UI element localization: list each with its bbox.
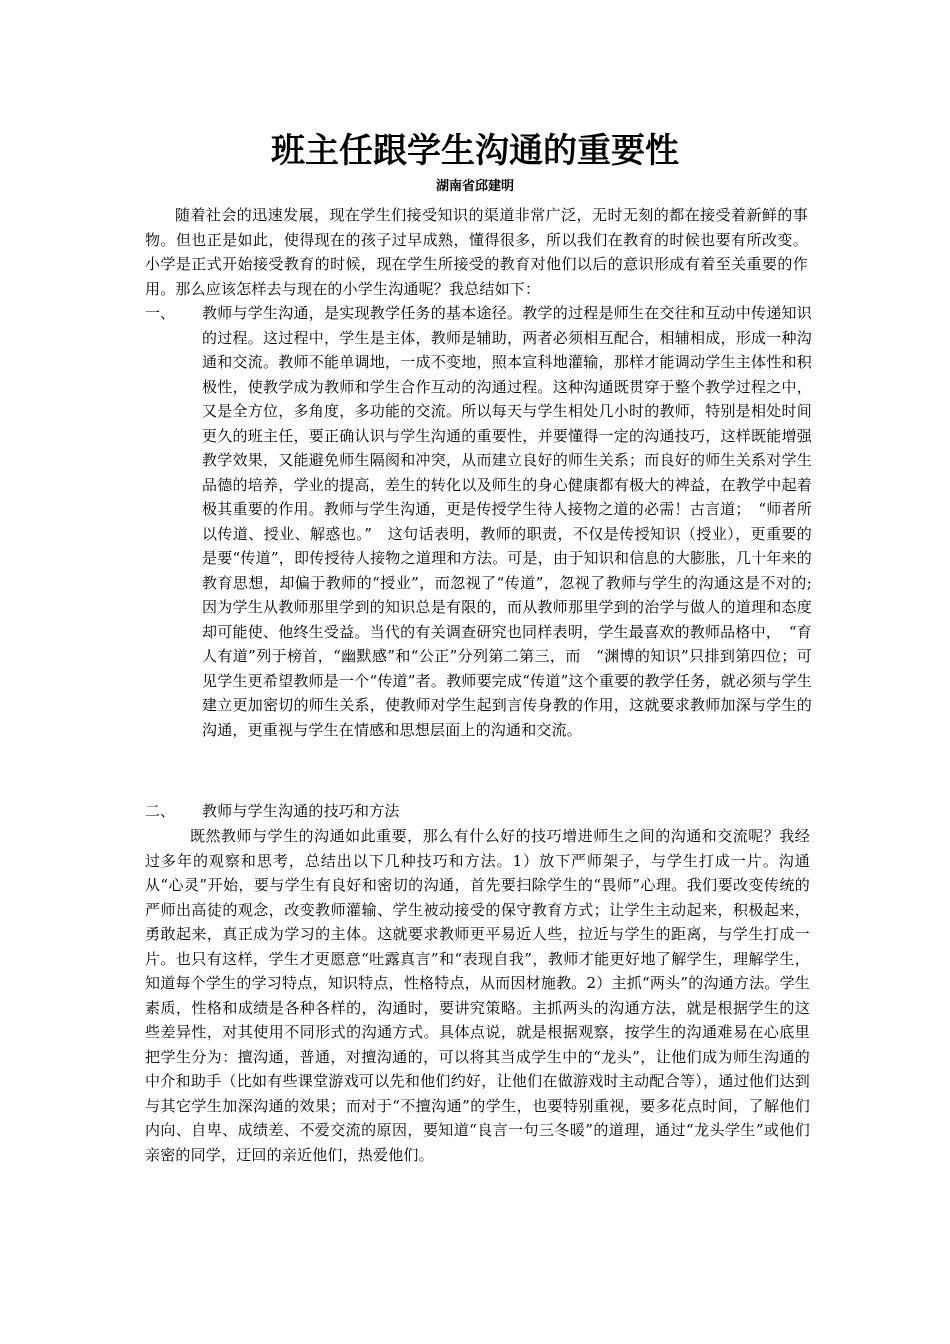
intro-paragraph: 随着社会的迅速发展，现在学生们接受知识的渠道非常广泛，无时无刻的都在接受着新鲜的事物。但也正是如此，使得现在的孩子过早成熟，懂得很多，所以我们在教育的时候也要有所改变。小学是正式开始接受教育的时候，现在学生所接受的教育对他们以后的意识形成有着至关重要的作用。那么应该怎样去与现在的小学生沟通呢？我总结如下： bbox=[145, 206, 808, 298]
document-title: 班主任跟学生沟通的重要性 bbox=[271, 131, 679, 171]
section-number: 一、 bbox=[145, 304, 176, 322]
author-line: 湖南省邱建明 bbox=[435, 179, 514, 194]
section-number: 二、 bbox=[145, 802, 176, 820]
section-body: 教师与学生沟通，是实现教学任务的基本途径。教学的过程是师生在交往和互动中传递知识的过程。这过程中，学生是主体，教师是辅助，两者必须相互配合，相辅相成，形成一种沟通和交流。教师不能单调地，一成不变地，照本宣科地灌输，那样才能调动学生主体性和积极性，使教学成为教师和学生合作互动的沟通过程。这种沟通既贯穿于整个教学过程之中，又是全方位，多角度，多功能的交流。所以每天与学生相处几小时的教师，特别是相处时间更久的班主任，要正确认识与学生沟通的重要性，并要懂得一定的沟通技巧，这样既能增强教学效果，又能避免师生隔阂和冲突，从而建立良好的师生关系；而良好的师生关系对学生品德的培养，学业的提高，差生的转化以及师生的身心健康都有极大的裨益，在教学中起着极其重要的作用。教师与学生沟通，更是传授学生待人接物之道的必需！古言道； “师者所以传道、授业、解惑也。” 这句话表明，教师的职责，不仅是传授知识（授业），更重要的是要“传道”，即传授待人接物之道理和方法。可是，由于知识和信息的大膨胀，几十年来的教育思想，却偏于教师的“授业”，而忽视了“传道”，忽视了教师与学生的沟通这是不对的;因为学生从教师那里学到的知识总是有限的，而从教师那里学到的治学与做人的道理和态度却可能使、他终生受益。当代的有关调查研究也同样表明，学生最喜欢的教师品格中， “育人有道”列于榜首，“幽默感”和“公正”分列第二第三，而 “渊博的知识”只排到第四位；可见学生更希望教师是一个“传道”者。教师要完成“传道”这个重要的教学任务，就必须与学生建立更加密切的师生关系，使教师对学生起到言传身教的作用，这就要求教师加深与学生的沟通，更重视与学生在情感和思想层面上的沟通和交流。 bbox=[202, 304, 812, 739]
section-two-paragraph: 既然教师与学生的沟通如此重要，那么有什么好的技巧增进师生之间的沟通和交流呢？我经过多年的观察和思考，总结出以下几种技巧和方法。1）放下严师架子，与学生打成一片。沟通从“心灵”开始，要与学生有良好和密切的沟通，首先要扫除学生的“畏师”心理。我们要改变传统的严师出高徒的观念，改变教师灌输、学生被动接受的保守教育方式；让学生主动起来，积极起来，勇敢起来，真正成为学习的主体。这就要求教师更平易近人些，拉近与学生的距离，与学生打成一片。也只有这样，学生才更愿意“吐露真言”和“表现自我”，教师才能更好地了解学生，理解学生，知道每个学生的学习特点，知识特点，性格特点，从而因材施教。2）主抓“两头”的沟通方法。学生素质，性格和成绩是各种各样的，沟通时，要讲究策略。主抓两头的沟通方法，就是根据学生的这些差异性，对其使用不同形式的沟通方式。具体点说，就是根据观察，按学生的沟通难易在心底里把学生分为：擅沟通，普通，对擅沟通的，可以将其当成学生中的“龙头”，让他们成为师生沟通的中介和助手（比如有些课堂游戏可以先和他们约好，让他们在做游戏时主动配合等），通过他们达到与其它学生加深沟通的效果；而对于“不擅沟通”的学生，也要特别重视，要多花点时间，了解他们内向、自卑、成绩差、不爱交流的原因，要知道“良言一句三冬暖”的道理，通过“龙头学生”或他们亲密的同学，迂回的亲近他们，热爱他们。 bbox=[145, 827, 810, 1164]
section-heading-text: 教师与学生沟通的技巧和方法 bbox=[202, 802, 400, 820]
